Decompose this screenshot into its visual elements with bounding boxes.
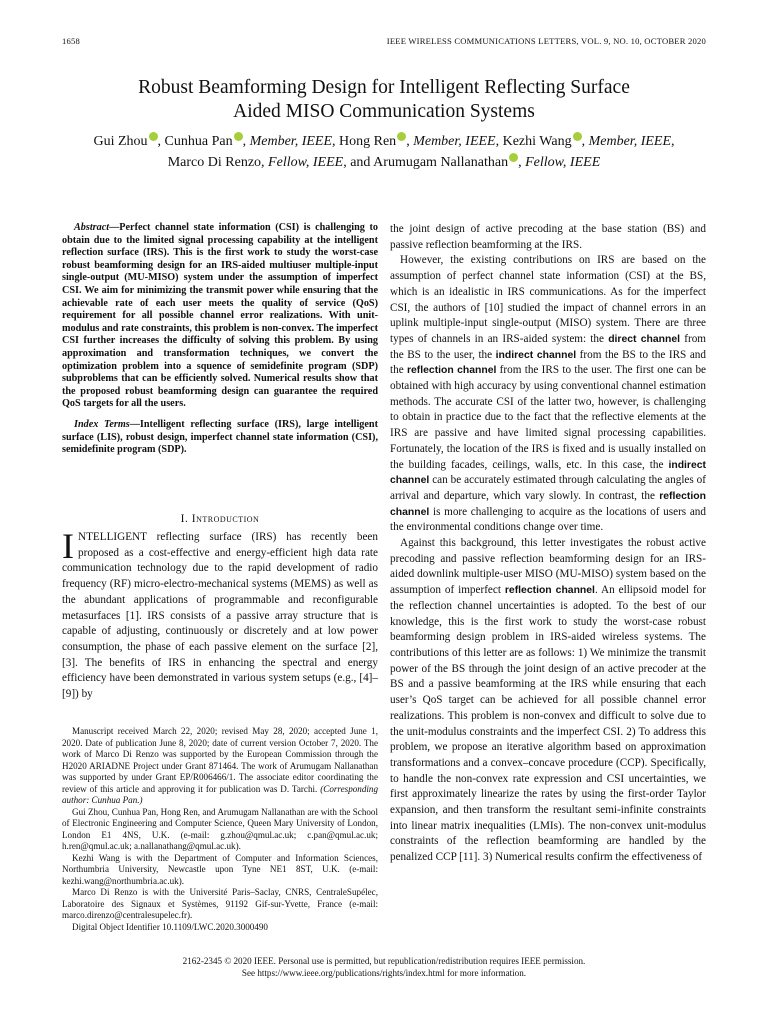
text-run: from the BS to the IRS and the bbox=[390, 348, 706, 377]
index-terms-label: Index Terms bbox=[74, 418, 130, 430]
footnote-affiliation-northumbria: Kezhi Wang is with the Department of Computer and Information Sciences, Northumbria University, Newcastle upon Tyne NE1 8ST, U.K. (e-mail: kezhi.wang@northumbria.ac.uk). bbox=[62, 852, 378, 886]
intro-paragraph bbox=[62, 526, 378, 703]
section-heading bbox=[62, 513, 378, 525]
author-conjunction: and bbox=[350, 155, 371, 170]
text-run: . An ellipsoid model for the reflection channel uncertainties is adopted. To the best of our knowledge, this is the first work to study the worst-case robust beamforming design problem in IRS-aided wireless systems. The contributions of this letter are as follows: 1) We minimize the transmit power of the BS through the joint design of an active precoder at the BS and a passive beamforming at the IRS while ensuring that each user’s QoS target can be achieved for all possible channel error realizations. This problem is non-convex and difficult to solve due to the unit-modulus constraints and the imperfect CSI. 2) To address this problem, we propose an iterative algorithm based on approximation transformations and a convex–concave procedure (CCP). Specifically, to handle the non-convex rate expression and CSI uncertainties, we first approximately linearize the rates by using the first-order Taylor expansion, and then transform the resultant semi-infinite constraints into linear matrix inequalities (LMIs). The non-convex unit-modulus constraints of the reflection beamforming are handled by the penalized CCP [11]. 3) Numerical results confirm the effectiveness of bbox=[390, 584, 706, 864]
orcid-icon[interactable] bbox=[573, 132, 582, 141]
author-role: Fellow, IEEE bbox=[525, 155, 601, 170]
orcid-icon[interactable] bbox=[397, 132, 406, 141]
page-number: 1658 bbox=[62, 36, 80, 46]
author-name: Kezhi Wang bbox=[502, 134, 572, 149]
bold-term: reflection channel bbox=[390, 490, 706, 518]
bold-term: indirect channel bbox=[390, 459, 706, 487]
title-line-1: Robust Beamforming Design for Intelligent Reflecting Surface bbox=[138, 77, 630, 98]
paragraph bbox=[390, 253, 706, 536]
text-run: is more challenging to acquire as the locations of users and the environmental conditions change over time. bbox=[390, 505, 706, 534]
index-terms-text: —Intelligent reflecting surface (IRS), large intelligent surface (LIS), robust design, imperfect channel state information (CSI), semidefinite program (SDP). bbox=[62, 418, 378, 456]
text-run: Against this background, this letter investigates the robust active precoding and passive reflection beamforming design for an IRS-aided downlink multiple-user MISO (MU-MISO) system based on the assumption of imperfect bbox=[390, 537, 706, 597]
abstract-label: Abstract bbox=[74, 222, 110, 233]
copyright-notice: 2162-2345 © 2020 IEEE. Personal use is permitted, but republication/redistribution requires IEEE permission. bbox=[182, 956, 586, 966]
paragraph: the joint design of active precoding at the base station (BS) and passive reflection beamforming at the IRS. bbox=[390, 223, 706, 251]
section-numeral: I. bbox=[180, 513, 189, 525]
journal-header: IEEE WIRELESS COMMUNICATIONS LETTERS, VOL. 9, NO. 10, OCTOBER 2020 bbox=[386, 36, 706, 46]
intro-first-word: NTELLIGENT bbox=[78, 531, 147, 543]
author-name: Gui Zhou bbox=[93, 134, 148, 149]
author-role: Member, IEEE bbox=[249, 134, 333, 149]
author-name: Arumugam Nallanathan bbox=[373, 155, 509, 170]
bold-term: reflection channel bbox=[504, 585, 595, 597]
abstract bbox=[62, 222, 378, 411]
abstract-text: —Perfect channel state information (CSI) is challenging to obtain due to the limited signal processing capability at the intelligent reflection surface (IRS). This is the first work to study the worst-case robust beamforming design for an IRS-aided multiuser multiple-input single-output (MU-MISO) system under the assumption of imperfect CSI. We aim for minimizing the transmit power while ensuring that the achievable rate of each user meets the quality of service (QoS) requirement for all possible channel error realizations. With unit-modulus and rate constraints, this problem is non-convex. The imperfect CSI further increases the difficulty of solving this problem. By using approximation and transformation techniques, we convert the optimization problem into a squence of semidefinite program (SDP) subproblems that can be efficiently solved. Numerical results show that the proposed robust beamforming design can guarantee the required QoS targets for all the users. bbox=[62, 222, 378, 410]
footnote-affiliation-saclay: Marco Di Renzo is with the Université Paris–Saclay, CNRS, CentraleSupélec, Laboratoire des Signaux et Systèmes, 91192 Gif-sur-Yvette, France (e-mail: marco.direnzo@centralesupelec.fr). bbox=[62, 887, 378, 920]
intro-text: reflecting surface (IRS) has recently been proposed as a cost-effective and energy-efficient high data rate communication technology due to the rapid development of radio frequency (RF) micro-electro-mechanical systems (MEMS) as well as the abundant applications of programmable and reconfigurable metasurfaces [1]. IRS consists of a passive array structure that is capable of adjusting, continuously or discretely and at low power consumption, the phase of each passive element on the surface [2], [3]. The benefits of IRS in enhancing the spectral and energy efficiency have been demonstrated in various system setups (e.g., [4]–[9]) by bbox=[62, 531, 378, 701]
paper-title bbox=[62, 76, 706, 124]
author-line-1: Gui Zhou , Cunhua Pan , Member, IEEE, Hong Ren , Member, IEEE, Kezhi Wang , Member, IEEE, bbox=[93, 134, 675, 149]
orcid-icon[interactable] bbox=[509, 153, 518, 162]
paragraph bbox=[390, 536, 706, 866]
author-list bbox=[62, 131, 706, 173]
bold-term: reflection channel bbox=[406, 365, 497, 377]
footnote-affiliation-qmul: Gui Zhou, Cunhua Pan, Hong Ren, and Arumugam Nallanathan are with the School of Electronic Engineering and Computer Science, Queen Mary University of London, London E1 4NS, U.K. (e-mail: g.zhou@qmul.ac.uk; c.pan@qmul.ac.uk; h.ren@qmul.ac.uk; a.nallanathang@qmul.ac.uk). bbox=[62, 806, 378, 851]
permissions-link[interactable]: See https://www.ieee.org/publications/rights/index.html for more information. bbox=[241, 968, 527, 978]
section-title: Introduction bbox=[191, 513, 260, 525]
text-run: can be accurately estimated through calculating the angles of arrival and departure, which vary slowly. In contrast, the bbox=[390, 474, 706, 502]
footnote-doi: Digital Object Identifier 10.1109/LWC.2020.3000490 bbox=[72, 921, 268, 932]
footnote-manuscript bbox=[62, 726, 378, 807]
author-role: Fellow, IEEE bbox=[268, 155, 344, 170]
text-run: However, the existing contributions on IRS are based on the assumption of perfect channel state information (CSI) at the BS, which is an idealistic in IRS communications. As for the imperfect CSI, the authors of [10] studied the impact of channel errors in an uplink multiple-input single-output (MISO) system. There are three types of channels in an IRS-aided system: the bbox=[390, 254, 706, 345]
text-run: from the BS to the user, the bbox=[390, 332, 706, 361]
author-name: Hong Ren bbox=[339, 134, 397, 149]
author-name: Cunhua Pan bbox=[164, 134, 233, 149]
author-line-2: Marco Di Renzo, Fellow, IEEE, and Arumugam Nallanathan , Fellow, IEEE bbox=[167, 155, 601, 170]
right-column bbox=[390, 222, 706, 866]
footnote-text: Manuscript received March 22, 2020; revised May 28, 2020; accepted June 1, 2020. Date of publication June 8, 2020; date of current version October 7, 2020. The work of Marco Di Renzo was supported by the European Commission through the H2020 ARIADNE Project under Grant 871464. The work of Arumugam Nallanathan was supported by under Grant EP/R006466/1. The associate editor coordinating the review of this article and approving it for publication was D. Tarchi. bbox=[62, 726, 378, 794]
orcid-icon[interactable] bbox=[149, 132, 158, 141]
author-role: Member, IEEE bbox=[588, 134, 672, 149]
footnotes bbox=[62, 726, 378, 933]
abstract-block bbox=[62, 222, 378, 465]
title-line-2: Aided MISO Communication Systems bbox=[233, 101, 535, 122]
footnote-corresponding: (Corresponding author: Cunhua Pan.) bbox=[62, 783, 379, 805]
bold-term: indirect channel bbox=[495, 349, 577, 361]
text-run: from the IRS to the user. The first one can be obtained with high accuracy by using conventional channel estimation methods. The accurate CSI of the latter two, however, is challenging to obtain in practice due to the fact that the reflective elements at the IRS are passive and have limited signal processing capabilities. Fortunately, the location of the IRS is fixed and is usually installed on the building facades, ceilings, walls, etc. In this case, the bbox=[390, 364, 707, 471]
orcid-icon[interactable] bbox=[234, 132, 243, 141]
author-name: Marco Di Renzo bbox=[167, 155, 262, 170]
bold-term: direct channel bbox=[608, 333, 681, 345]
index-terms bbox=[62, 419, 378, 457]
dropcap: I bbox=[62, 526, 74, 566]
author-role: Member, IEEE bbox=[413, 134, 496, 149]
